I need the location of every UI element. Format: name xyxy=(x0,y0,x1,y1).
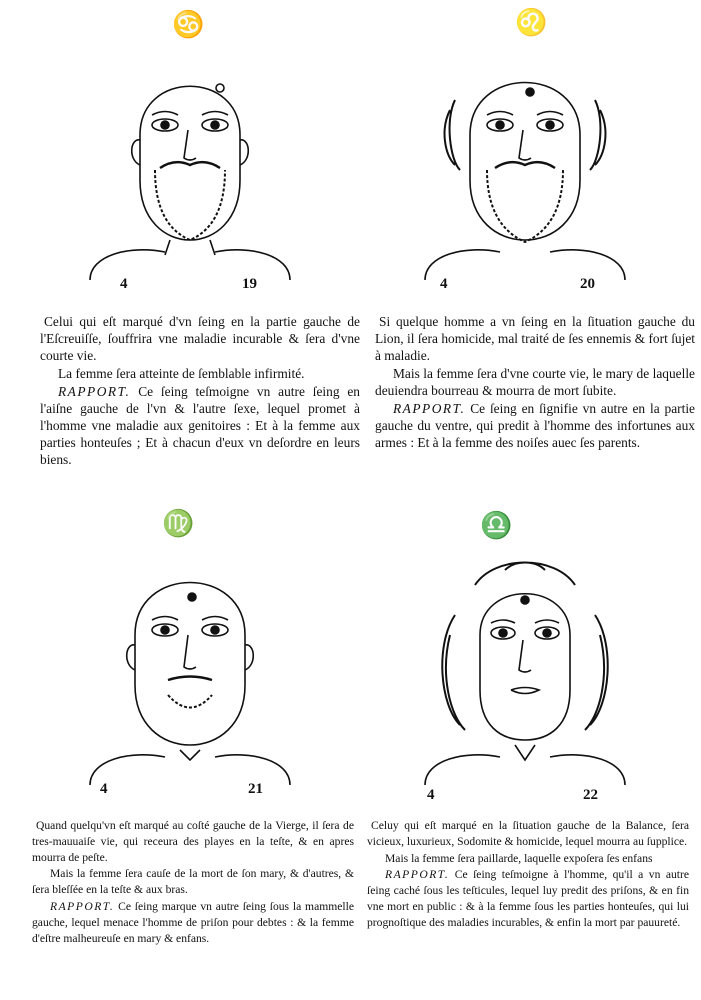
panel-libra xyxy=(355,505,695,1000)
paragraph: Si quelque homme a vn ſeing en la ſituation gauche du Lion, il ſera homicide, mal traité de ſes ennemis & fort ſujet à maladie. xyxy=(375,314,695,363)
paragraph: Mais la femme ſera d'vne courte vie, le mary de laquelle deuiendra bourreau & mourra de mort ſubite. xyxy=(375,366,695,398)
rapport-label: RAPPORT. xyxy=(393,401,466,416)
panel-leo xyxy=(355,0,695,500)
portrait-bearded-bald-man xyxy=(80,40,300,280)
zodiac-sign-libra-icon: ♎ xyxy=(480,511,515,540)
portrait-woman-curly-hair xyxy=(415,545,635,785)
plate-number: 4 xyxy=(120,276,128,292)
zodiac-sign-cancer-icon: ♋ xyxy=(172,10,205,39)
panel-text xyxy=(40,313,360,469)
plate-number: 4 xyxy=(440,276,448,292)
rapport-text: Ce ſeing teſmoigne vn autre ſeing en l'aiſne gauche de l'vn & l'autre ſexe, lequel promet à l'homme vne maladie aux genitoires : Et à la femme aux parties honteuſes ; Et à chacun d'eux vn deſordre en leurs biens. xyxy=(40,384,360,467)
figure-number: 22 xyxy=(583,787,598,803)
plate-number: 4 xyxy=(427,787,435,803)
rapport-text: Ce ſeing teſmoigne à l'homme, qu'il a vn autre ſeing caché ſous les teſticules, lequel luy predit des priſons, & en fin vne mort en public : & à la femme ſous les parties honteuſes, qui lui prognoſtique des maladies incurables, & enfin la mort par pauureté. xyxy=(367,868,689,929)
zodiac-sign-virgo-icon: ♍ xyxy=(162,509,195,538)
rapport-label: RAPPORT. xyxy=(385,868,450,882)
figure-number: 19 xyxy=(242,276,257,292)
rapport-text: Ce ſeing marque vn autre ſeing ſous la mammelle gauche, lequel menace l'homme de priſon pour debtes : & la femme d'eſtre malheureuſe en mary & enfans. xyxy=(32,899,354,945)
paragraph: Quand quelqu'vn eſt marqué au coſté gauche de la Vierge, il ſera de tres-mauuaiſe vie, qui receura des playes en la teſte, & en apres mourra de peſte. xyxy=(32,819,354,864)
figure-number: 20 xyxy=(580,276,595,292)
panel-text xyxy=(375,313,695,452)
figure-number: 21 xyxy=(248,781,263,797)
paragraph: Mais la femme ſera paillarde, laquelle expoſera ſes enfans xyxy=(385,851,653,865)
paragraph: Mais la femme ſera cauſe de la mort de ſon mary, & d'autres, & ſera bleſſée en la teſte & aux bras. xyxy=(32,867,354,897)
rapport-text: Ce ſeing en ſignifie vn autre en la partie gauche du ventre, qui predit à l'homme des infortunes aux armes : Et à la femme des noiſes auec ſes parents. xyxy=(375,401,695,450)
panel-cancer xyxy=(20,0,360,500)
paragraph: Celui qui eſt marqué d'vn ſeing en la partie gauche de l'Eſcreuiſſe, ſouffrira vne maladie incurable & ſera d'vne courte vie. xyxy=(40,314,360,363)
portrait-bald-man-short-beard xyxy=(80,545,300,785)
rapport-label: RAPPORT. xyxy=(58,384,131,399)
paragraph: Celuy qui eſt marqué en la ſituation gauche de la Balance, ſera vicieux, luxurieux, Sodomite & homicide, lequel mourra au ſupplice. xyxy=(367,819,689,848)
rapport-label: RAPPORT. xyxy=(50,899,115,913)
portrait-bearded-man-curly-hair xyxy=(415,40,635,280)
panel-text xyxy=(367,818,689,932)
plate-number: 4 xyxy=(100,781,108,797)
panel-text xyxy=(32,818,354,947)
paragraph: La femme ſera atteinte de ſemblable infirmité. xyxy=(58,366,305,381)
zodiac-sign-leo-icon: ♌ xyxy=(515,8,548,37)
panel-virgo xyxy=(20,505,360,1000)
